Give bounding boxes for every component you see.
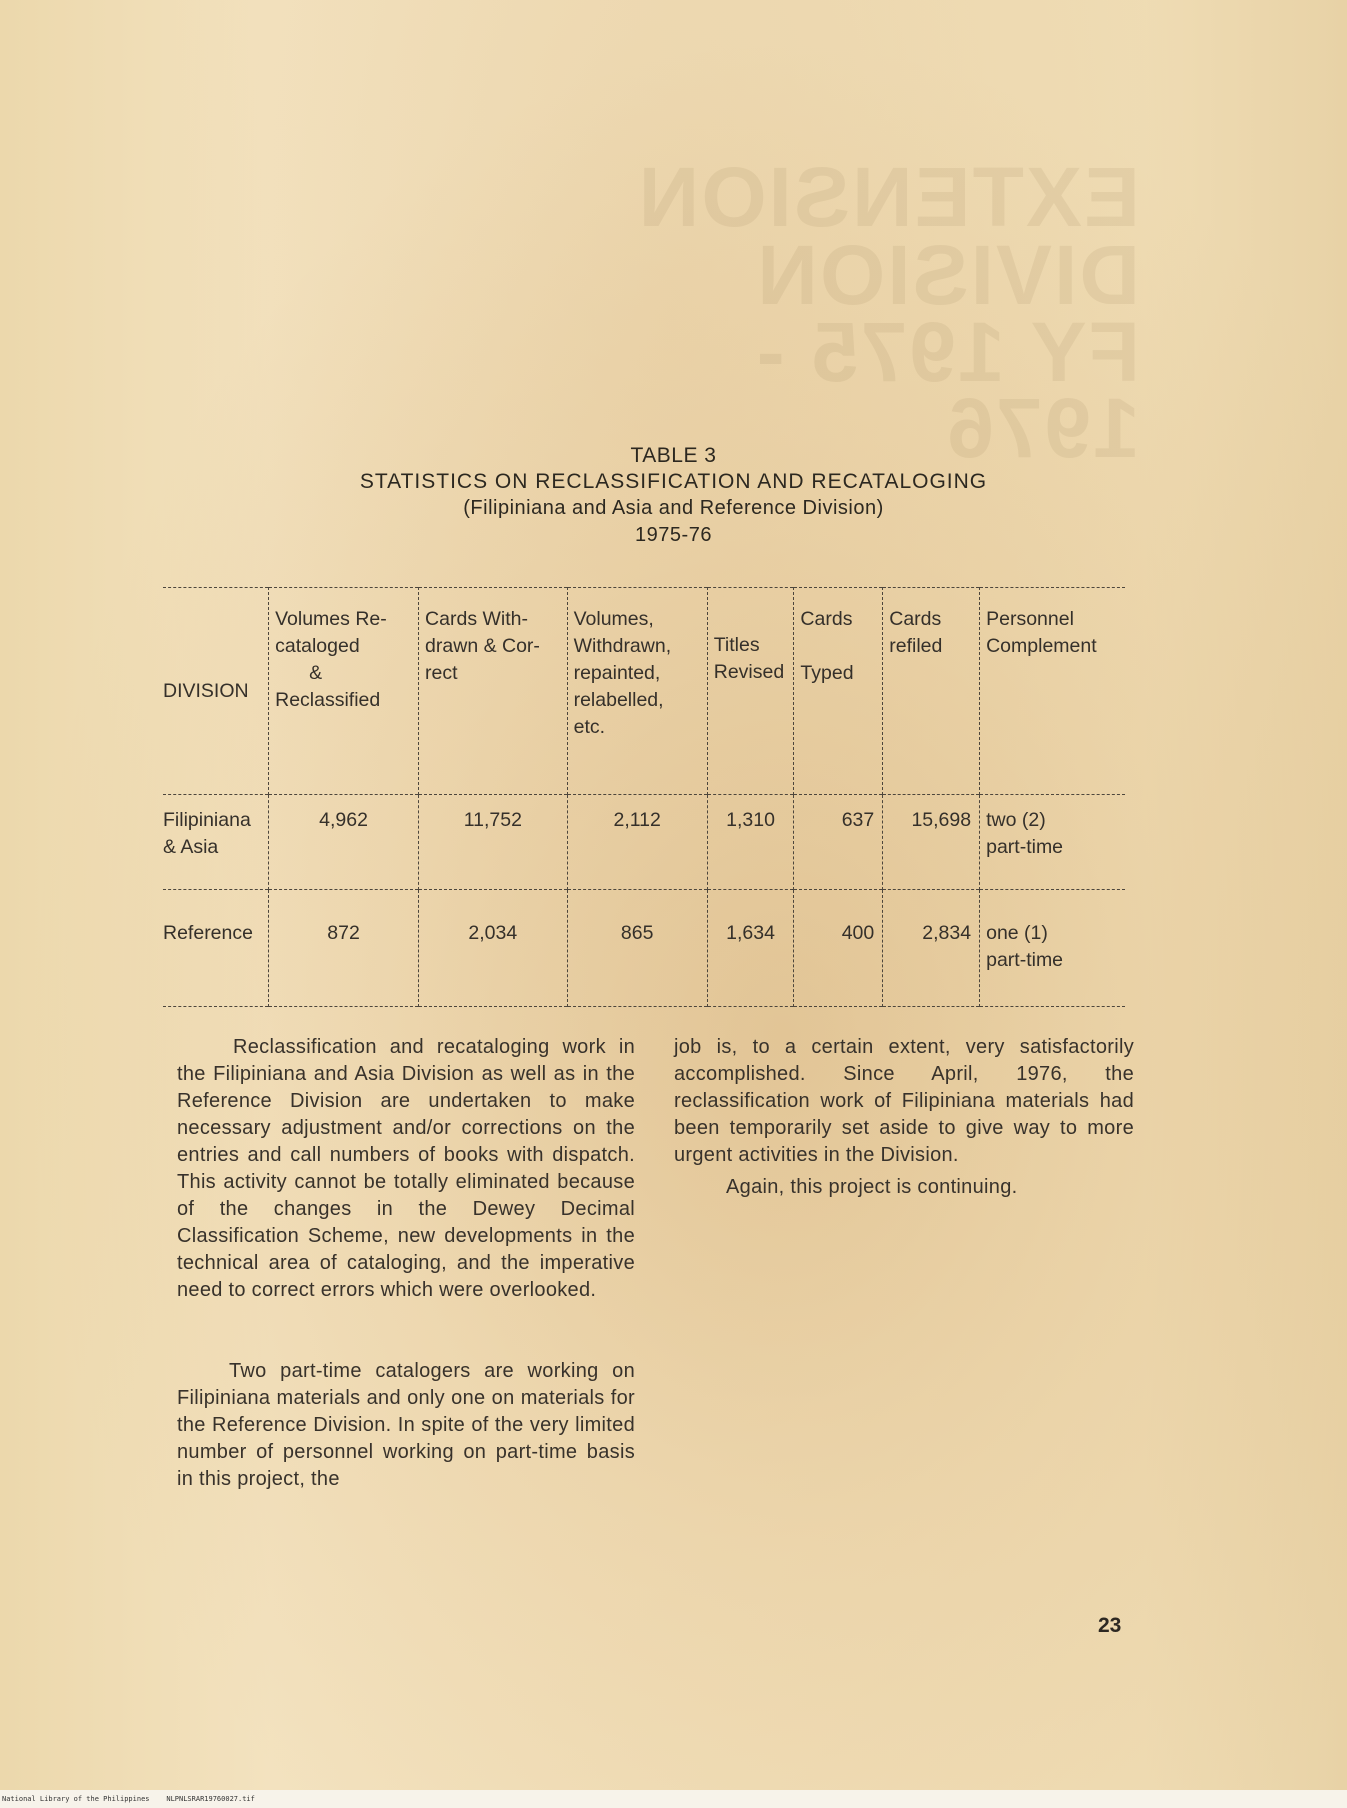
cell-volumes-recataloged: 872	[269, 890, 419, 1007]
header-division	[163, 588, 269, 795]
cell-personnel	[980, 890, 1125, 1007]
header-text: Revised	[713, 661, 785, 683]
table-header-row	[163, 588, 1125, 795]
cell-text: Reference	[163, 922, 253, 944]
header-cards-withdrawn	[419, 588, 568, 795]
cell-text: one (1)	[986, 922, 1048, 944]
cell-text: two (2)	[986, 809, 1046, 831]
cell-cards-refiled: 2,834	[883, 890, 980, 1007]
header-text: repainted,	[573, 662, 661, 684]
header-text: Titles	[713, 634, 760, 656]
header-text: Cards	[889, 608, 942, 630]
header-text: Personnel	[986, 608, 1074, 630]
header-text: Withdrawn,	[573, 635, 672, 657]
header-text: &	[309, 662, 323, 684]
cell-cards-withdrawn: 11,752	[419, 795, 568, 890]
bleed-line: EXTENSION	[636, 150, 1140, 244]
header-text: rect	[425, 662, 458, 684]
header-text: refiled	[889, 635, 943, 657]
header-text: etc.	[573, 716, 606, 738]
header-text: Cards With-	[425, 608, 528, 630]
cell-cards-typed: 400	[794, 890, 883, 1007]
cell-cards-withdrawn: 2,034	[419, 890, 568, 1007]
cell-titles-revised: 1,634	[707, 890, 794, 1007]
cell-titles-revised: 1,310	[707, 795, 794, 890]
body-paragraph: Again, this project is continuing.	[726, 1176, 1018, 1198]
cell-division	[163, 795, 269, 890]
cell-text: & Asia	[163, 836, 219, 858]
body-paragraph: Two part-time catalogers are working on Filipiniana materials and only one on materials for the Reference Division. In spite of the very limited number of personnel working on part-time basis in this project, the	[177, 1360, 635, 1490]
header-text: Reclassified	[275, 689, 381, 711]
bleed-line: DIVISION	[755, 227, 1140, 322]
cell-division	[163, 890, 269, 1007]
header-text: Volumes,	[573, 608, 654, 630]
page-number: 23	[1098, 1614, 1122, 1637]
header-text: DIVISION	[163, 679, 249, 702]
cell-cards-typed: 637	[794, 795, 883, 890]
header-cards-typed	[794, 588, 883, 795]
header-text: Typed	[800, 662, 854, 684]
scan-footer: National Library of the Philippines NLPNLSRAR19760027.tif	[0, 1790, 1347, 1808]
table-row	[163, 795, 1125, 890]
header-text: Volumes Re-	[275, 608, 387, 630]
cell-volumes-recataloged: 4,962	[269, 795, 419, 890]
body-paragraph: Reclassification and recataloging work in the Filipiniana and Asia Division as well as in the Reference Division are undertaken to make necessary adjustment and/or corrections on the entries and call numbers of books with dispatch. This activity cannot be totally eliminated because of the changes in the Dewey Decimal Classification Scheme, new developments in the technical area of cataloging, and the imperative need to correct errors which were overlooked.	[177, 1036, 635, 1301]
cell-text: part-time	[986, 836, 1064, 858]
cell-text: part-time	[986, 949, 1064, 971]
statistics-table	[163, 587, 1125, 1007]
cell-personnel	[980, 795, 1125, 890]
header-titles-revised	[707, 588, 794, 795]
cell-text: Filipiniana	[163, 809, 251, 831]
header-text: relabelled,	[573, 689, 664, 711]
header-text: Complement	[986, 635, 1097, 657]
header-volumes-recataloged	[269, 588, 419, 795]
bleed-line: FY 1975 - 1976	[754, 305, 1140, 475]
cell-volumes-withdrawn: 2,112	[567, 795, 707, 890]
table-subtitle: (Filipiniana and Asia and Reference Division)	[463, 497, 884, 519]
table-number: TABLE 3	[630, 444, 717, 467]
header-text: cataloged	[275, 635, 360, 657]
header-text: drawn & Cor-	[425, 635, 540, 657]
body-paragraph: job is, to a certain extent, very satisfactorily accomplished. Since April, 1976, the reclassification work of Filipiniana materials had been temporarily set aside to give way to more urgent activities in the Division.	[674, 1036, 1134, 1166]
header-text: Cards	[800, 608, 853, 630]
header-volumes-withdrawn	[567, 588, 707, 795]
header-personnel	[980, 588, 1125, 795]
table-period: 1975-76	[635, 524, 712, 546]
table-row	[163, 890, 1125, 1007]
bleed-through-text	[636, 150, 1140, 475]
cell-volumes-withdrawn: 865	[567, 890, 707, 1007]
table-title: STATISTICS ON RECLASSIFICATION AND RECATALOGING	[359, 470, 988, 493]
header-cards-refiled	[883, 588, 980, 795]
cell-cards-refiled: 15,698	[883, 795, 980, 890]
